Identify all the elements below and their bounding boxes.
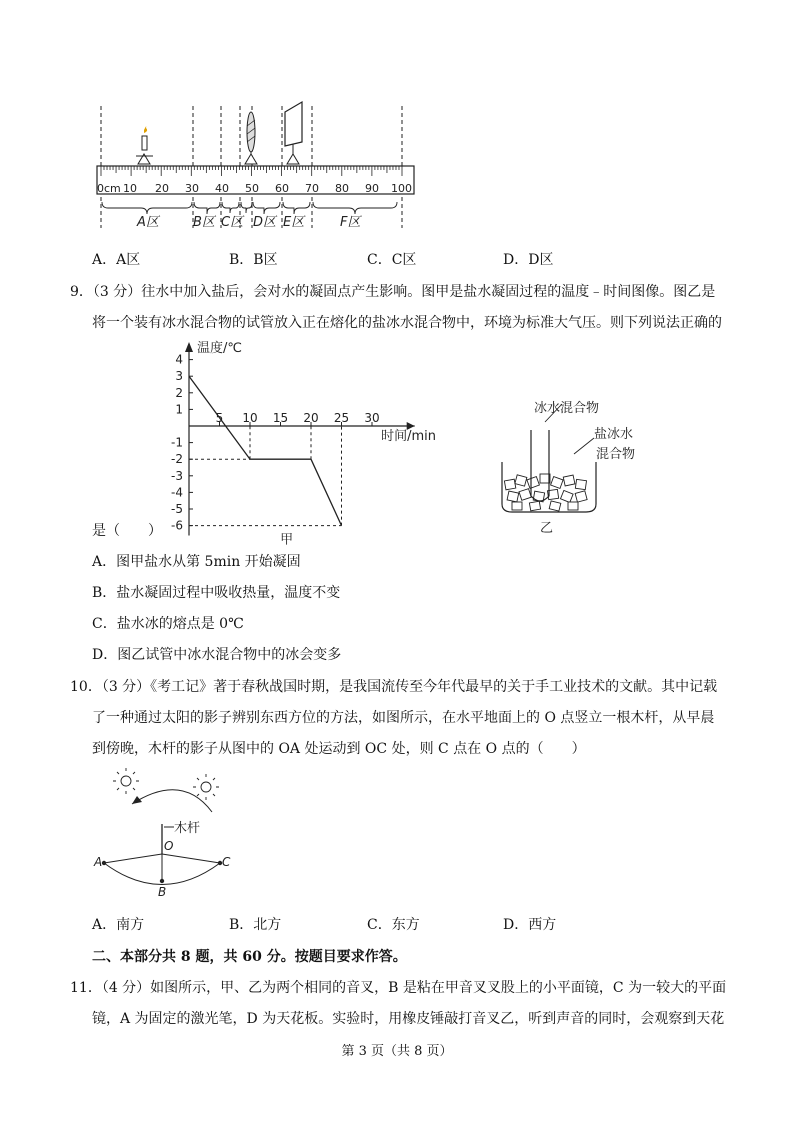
x-tick-label: 20 xyxy=(303,411,319,425)
q9-option-b[interactable]: B．盐水凝固过程中吸收热量，温度不变 xyxy=(92,585,341,601)
beaker-figure xyxy=(490,392,650,537)
ruler-tick-label: 70 xyxy=(305,182,319,195)
x-axis-label: 时间/min xyxy=(381,429,437,444)
page-footer: 第 3 页（共 8 页） xyxy=(341,1044,453,1059)
ruler-tick-label: 10 xyxy=(123,182,137,195)
q9-option-a[interactable]: A．图甲盐水从第 5min 开始凝固 xyxy=(92,554,301,570)
beaker-label-right-1: 盐冰水 xyxy=(594,427,634,442)
point-c-label: C xyxy=(222,855,231,869)
section-two-heading: 二、本部分共 8 题，共 60 分。按题目要求作答。 xyxy=(92,949,407,965)
y-tick-label: -6 xyxy=(171,518,183,533)
q10-option-a[interactable]: A．南方 xyxy=(92,917,145,933)
y-tick-label: 3 xyxy=(175,369,183,384)
series-line xyxy=(189,376,342,525)
ruler-tick-label: 80 xyxy=(335,182,349,195)
beaker-label-top: 冰水混合物 xyxy=(534,401,600,416)
y-tick-label: -5 xyxy=(171,502,183,516)
test-tube-icon xyxy=(531,430,549,501)
ruler-tick-label: 60 xyxy=(275,182,289,195)
q10-option-d[interactable]: D．西方 xyxy=(503,917,557,933)
ruler-zero-label: 0cm xyxy=(97,182,121,195)
q10-stem-line-3: 到傍晚，木杆的影子从图中的 OA 处运动到 OC 处，则 C 点在 O 点的（ ） xyxy=(92,741,586,757)
y-tick-label: -3 xyxy=(171,468,183,483)
x-tick-label: 25 xyxy=(333,411,350,425)
x-tick-label: 30 xyxy=(364,411,380,425)
q9-option-d[interactable]: D．图乙试管中冰水混合物中的冰会变多 xyxy=(92,647,342,663)
zone-label-d: D区 xyxy=(253,215,277,230)
q9-stem-line-3: 是（ ） xyxy=(92,523,162,539)
y-tick-label: 2 xyxy=(175,385,183,400)
q10-stem-line-2: 了一种通过太阳的影子辨别东西方位的方法，如图所示，在水平地面上的 O 点竖立一根木杆，从早晨 xyxy=(92,710,715,726)
ruler-tick-label: 20 xyxy=(155,182,169,195)
y-tick-label: -1 xyxy=(171,435,183,450)
point-b-label: B xyxy=(158,885,167,899)
q8-option-c[interactable]: C．C区 xyxy=(367,252,417,268)
x-tick-label: 10 xyxy=(242,411,258,425)
zone-label-f: F区 xyxy=(340,215,361,230)
q9-stem-line-2: 将一个装有冰水混合物的试管放入正在熔化的盐冰水混合物中，环境为标准大气压。则下列说法正确的 xyxy=(92,315,722,331)
sun-icon xyxy=(113,768,139,794)
q9-option-c[interactable]: C．盐水冰的熔点是 0℃ xyxy=(92,616,244,632)
ruler-tick-label: 90 xyxy=(365,182,379,195)
beaker-label-right-2: 混合物 xyxy=(596,447,636,462)
screen-icon xyxy=(285,102,302,164)
ice-cubes xyxy=(504,474,587,511)
lens-icon xyxy=(245,112,257,164)
q8-option-b[interactable]: B．B区 xyxy=(229,252,278,268)
zone-label-a: A区 xyxy=(137,215,159,230)
y-tick-label: 1 xyxy=(175,402,183,417)
sun-icon xyxy=(193,774,219,800)
zone-label-c: C区 xyxy=(221,215,244,230)
y-tick-label: -4 xyxy=(171,485,183,500)
chart-title: 甲 xyxy=(280,532,294,548)
sundial-figure xyxy=(92,766,252,898)
y-axis-arrow xyxy=(185,342,193,352)
y-tick-label: -2 xyxy=(171,452,183,467)
q11-stem-line-2: 镜，A 为固定的激光笔，D 为天花板。实验时，用橡皮锤敲打音叉乙，听到声音的同时，会观察到天花 xyxy=(92,1011,725,1027)
q8-option-a[interactable]: A．A区 xyxy=(92,252,141,268)
y-tick-label: 4 xyxy=(175,352,183,367)
x-tick-label: 5 xyxy=(215,411,224,425)
zone-label-b: B区 xyxy=(193,215,215,230)
zone-label-e: E区 xyxy=(283,215,305,230)
point-a-label: A xyxy=(94,855,103,869)
ruler-tick-label: 40 xyxy=(215,182,229,195)
q9-stem-line-1: 9．（3 分）往水中加入盐后，会对水的凝固点产生影响。图甲是盐水凝固过程的温度﹣时间图像。图乙是 xyxy=(70,284,716,300)
q10-stem-line-1: 10．（3 分）《考工记》著于春秋战国时期，是我国流传至今年代最早的关于手工业技术的文献。其中记载 xyxy=(70,679,718,695)
ruler-tick-label: 100 xyxy=(391,182,412,195)
q10-option-b[interactable]: B．北方 xyxy=(229,917,282,933)
ruler-figure xyxy=(92,98,422,240)
y-axis-label: 温度/℃ xyxy=(197,341,242,356)
figure-yi-label: 乙 xyxy=(540,521,554,536)
q8-option-d[interactable]: D．D区 xyxy=(503,252,554,268)
temperature-time-chart xyxy=(165,338,495,548)
ruler-tick-label: 50 xyxy=(245,182,259,195)
q11-stem-line-1: 11．（4 分）如图所示，甲、乙为两个相同的音叉，B 是粘在甲音叉叉股上的小平面镜，C 为一较大的平面 xyxy=(70,980,727,996)
candle-icon xyxy=(136,126,153,164)
point-o-label: O xyxy=(164,839,174,853)
pole-label: 木杆 xyxy=(174,821,201,836)
q10-option-c[interactable]: C．东方 xyxy=(367,917,420,933)
ruler-tick-label: 30 xyxy=(185,182,199,195)
x-tick-label: 15 xyxy=(272,411,289,425)
